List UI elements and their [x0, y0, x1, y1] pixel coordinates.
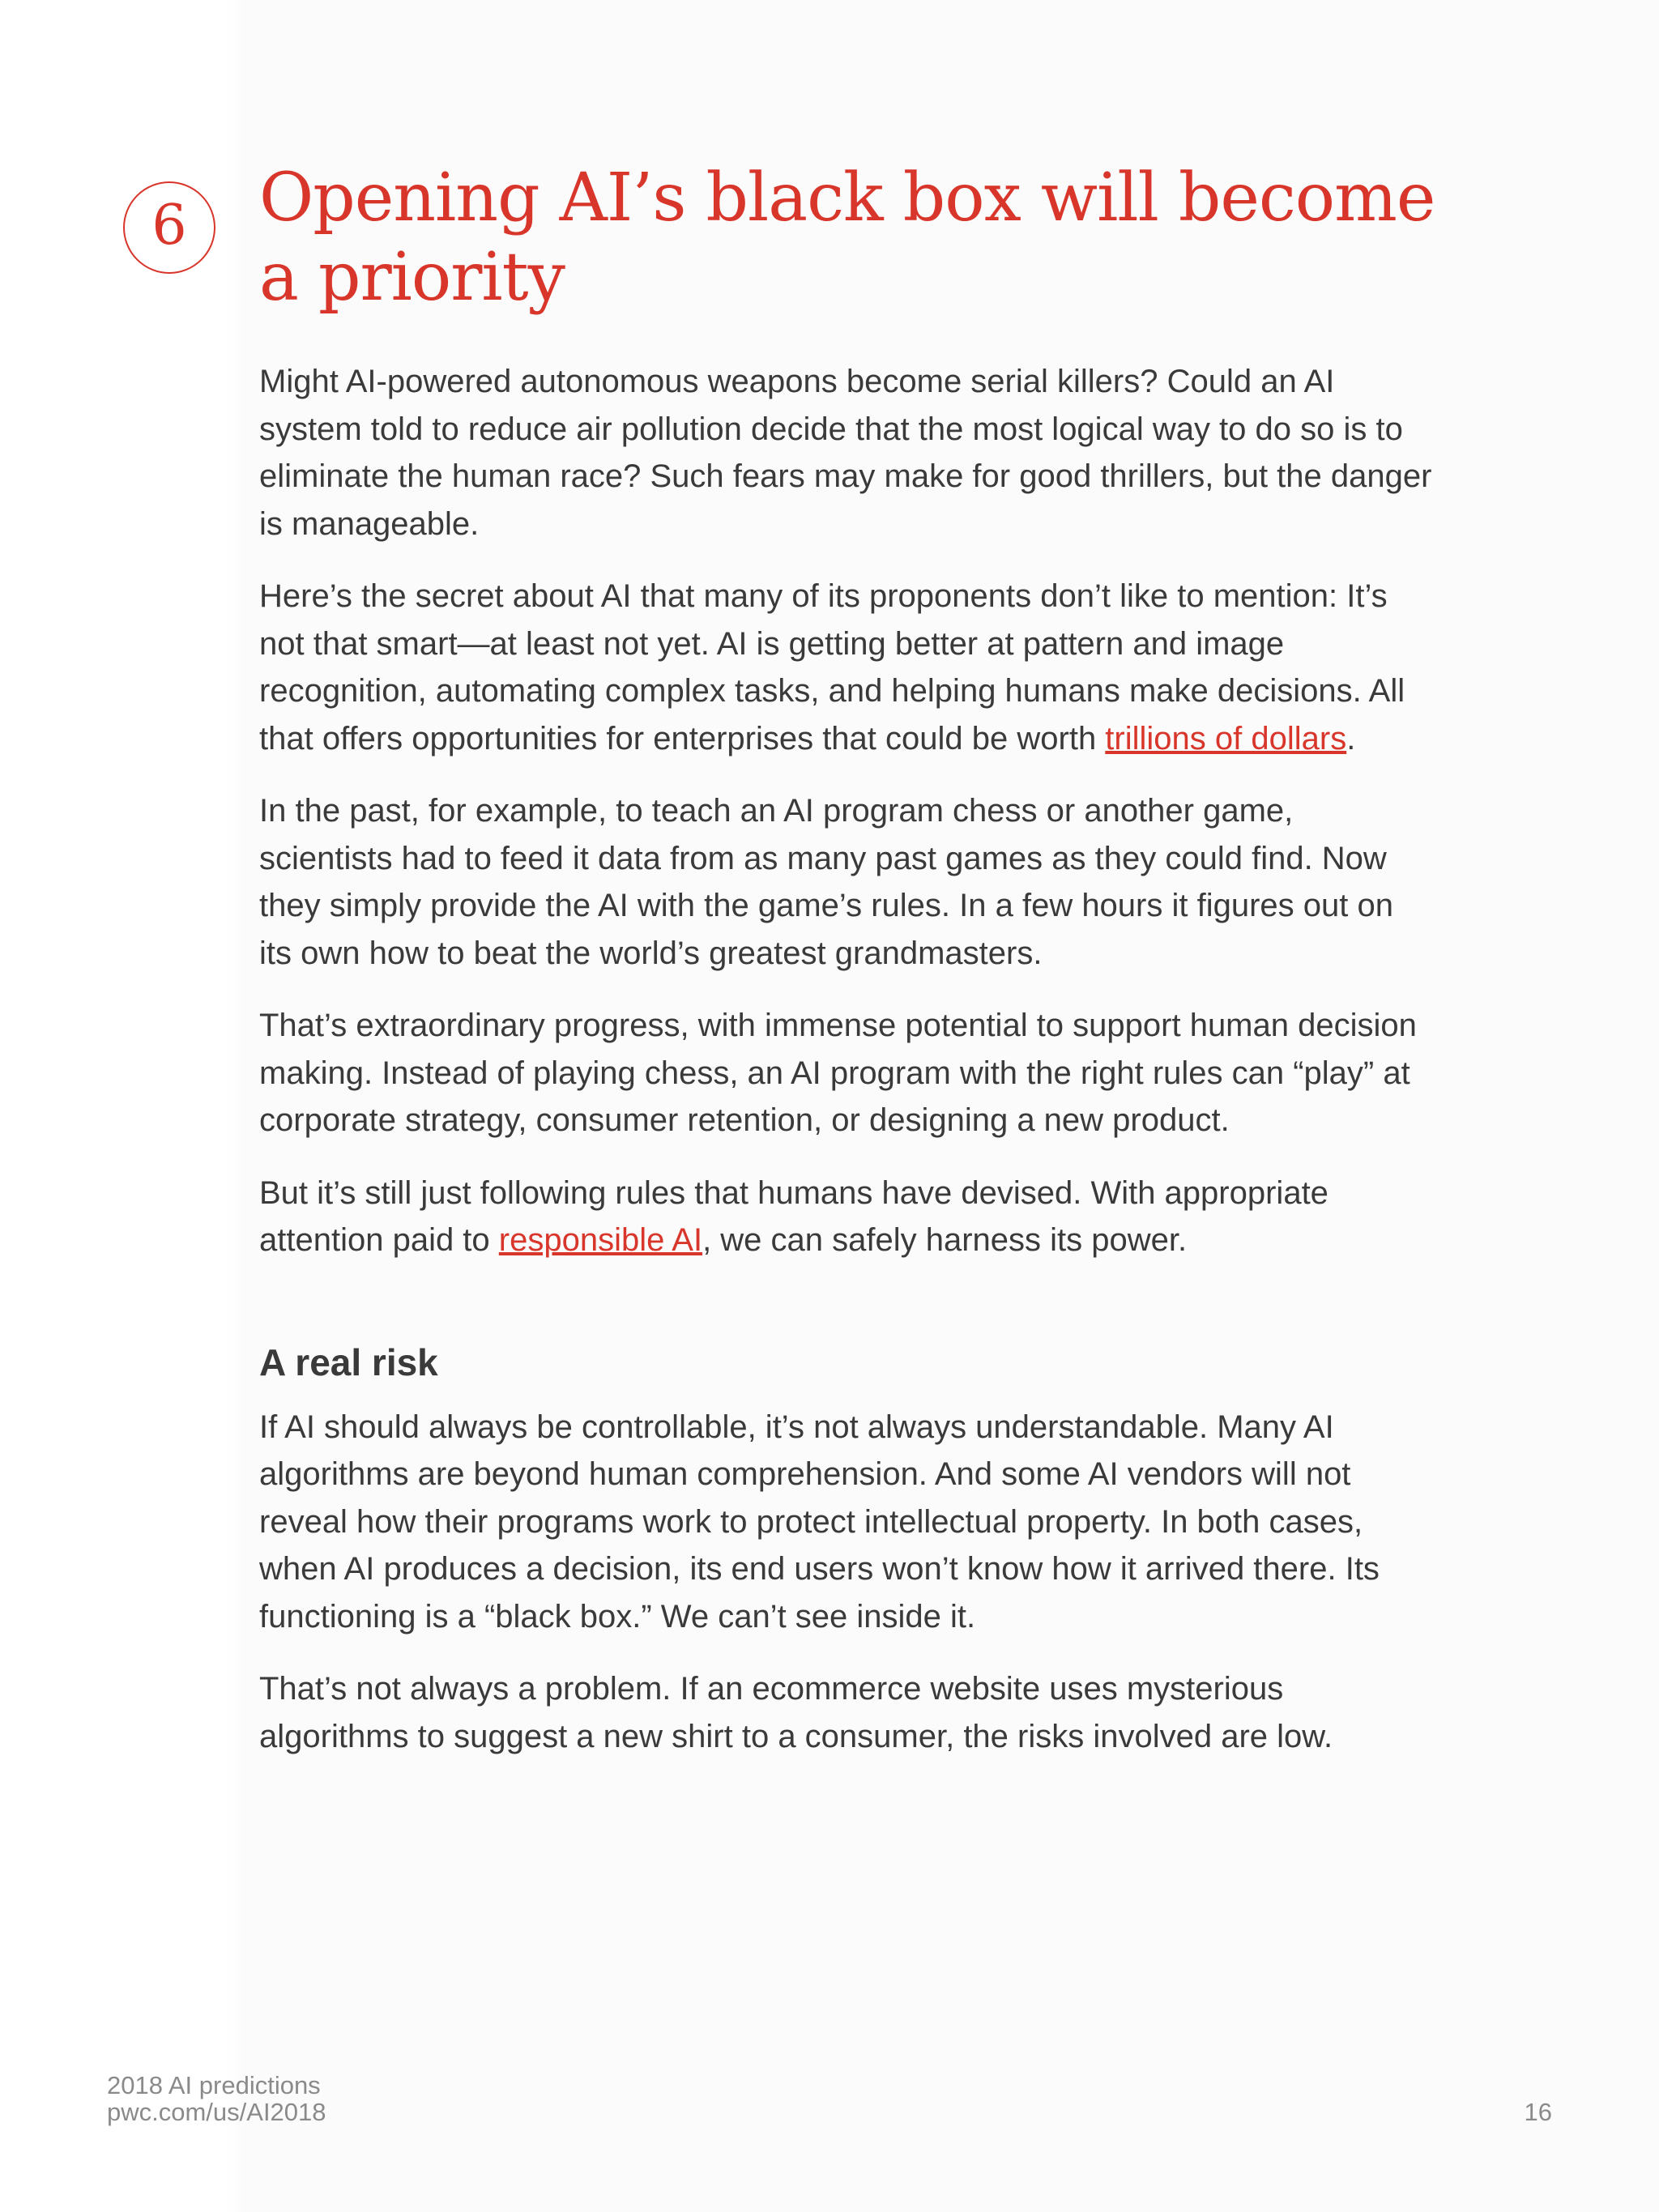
page-footer: [107, 2072, 326, 2125]
page-title-line-2: a priority: [259, 239, 565, 316]
footer-publication: 2018 AI predictions: [107, 2071, 321, 2099]
subheading-a-real-risk: A real risk: [259, 1340, 438, 1383]
paragraph-2: [259, 573, 1434, 762]
paragraph-5: [259, 1170, 1434, 1264]
page-number: 16: [1524, 2098, 1552, 2126]
section-number: 6: [151, 194, 187, 258]
paragraph-6: If AI should always be controllable, it’s not always understandable. Many AI algorithms are beyond human comprehension. And some AI vendors will not reveal how their programs work to protect intellectual property. In both cases, when AI produces a decision, its end users won’t know how it arrived there. Its functioning is a “black box.” We can’t see inside it.: [259, 1409, 1380, 1634]
trillions-of-dollars-link[interactable]: trillions of dollars: [1105, 720, 1347, 757]
paragraph-7: That’s not always a problem. If an ecommerce website uses mysterious algorithms to suggest a new shirt to a consumer, the risks involved are low.: [259, 1671, 1333, 1754]
paragraph-2-text: Here’s the secret about AI that many of its proponents don’t like to mention: It’s not that smart—at least not yet. AI is getting better at pattern and image recognition, automating complex tasks, and helping humans make decisions. All that offers opportunities for enterprises that could be worth: [259, 578, 1405, 757]
responsible-ai-link[interactable]: responsible AI: [498, 1222, 703, 1258]
footer-url: pwc.com/us/AI2018: [107, 2098, 326, 2126]
paragraph-5-end: , we can safely harness its power.: [702, 1222, 1188, 1258]
section-number-badge: [123, 181, 215, 274]
page-title-line-1: Opening AI’s black box will become: [259, 160, 1435, 237]
paragraph-4: That’s extraordinary progress, with immense potential to support human decision making. Instead of playing chess, an AI program with the right rules can “play” at corporate strategy, consumer retention, or designing a new product.: [259, 1008, 1417, 1138]
paragraph-2-end: .: [1346, 720, 1356, 757]
page-title: [259, 159, 1474, 318]
paragraph-5-text: But it’s still just following rules that humans have devised. With appropriate attention paid to: [259, 1174, 1328, 1258]
paragraph-3: In the past, for example, to teach an AI program chess or another game, scientists had to feed it data from as many past games as they could find. Now they simply provide the AI with the game’s rules. In a few hours it figures out on its own how to beat the world’s greatest grandmasters.: [259, 793, 1393, 971]
paragraph-1: Might AI-powered autonomous weapons become serial killers? Could an AI system told to reduce air pollution decide that the most logical way to do so is to eliminate the human race? Such fears may make for good thrillers, but the danger is manageable.: [259, 364, 1432, 542]
article-body: [259, 358, 1434, 1785]
